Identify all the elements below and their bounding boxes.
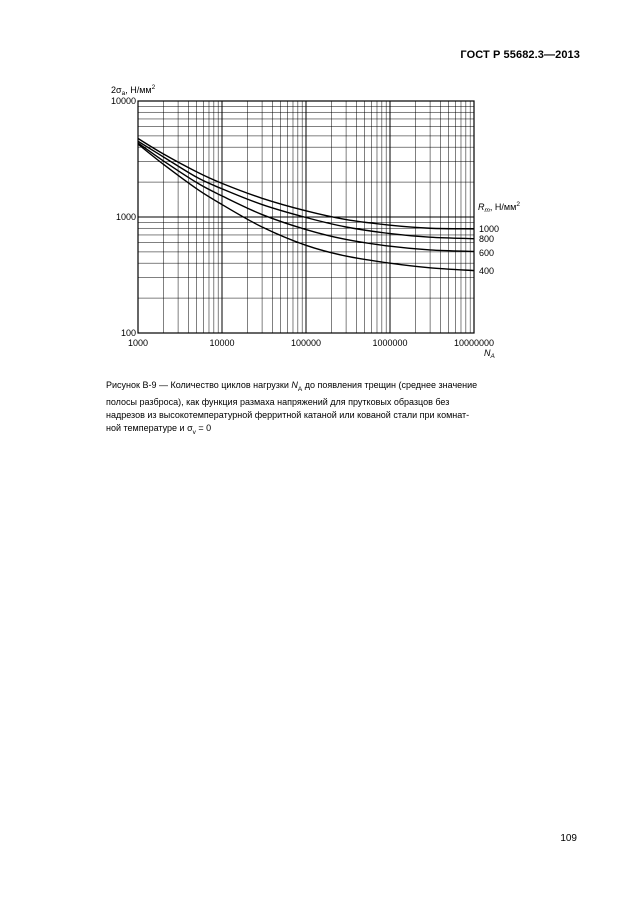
legend-title: $R_m$, $Н/мм^2$ — [478, 201, 520, 214]
document-id: ГОСТ Р 55682.3—2013 — [460, 49, 580, 61]
x-tick-label: 1000 — [127, 338, 149, 348]
x-axis-title: $N_A$ — [484, 348, 495, 360]
x-tick-label: 10000000 — [453, 338, 495, 348]
x-tick-label: 100000 — [290, 338, 322, 348]
series-label-400: 400 — [479, 266, 495, 276]
y-tick-label: 1000 — [115, 212, 136, 222]
figure-caption: Рисунок В-9 — Количество циклов нагрузки $N_A$ до появления трещин (среднее значение полосы разброса), как функция размаха напряжений для прутковых образцов без надрезов из высокотемпературной ферритной катаной или кованой стали при комнат- ной температуре и $\sigma_v = 0$ — [106, 380, 478, 436]
page-number: 109 — [560, 833, 577, 844]
series-labels — [479, 224, 499, 276]
series-label-1000: 1000 — [479, 224, 500, 234]
x-tick-label: 10000 — [209, 338, 235, 348]
fatigue-chart — [0, 0, 630, 370]
y-tick-label: 100 — [120, 328, 136, 338]
x-tick-label: 1000000 — [372, 338, 408, 348]
y-tick-label: 10000 — [110, 96, 136, 106]
y-axis-title: $2\sigma_a$, $Н/мм^2$ — [111, 84, 156, 97]
chart-ticks — [111, 96, 494, 348]
series-label-800: 800 — [479, 234, 495, 244]
series-label-600: 600 — [479, 248, 495, 258]
